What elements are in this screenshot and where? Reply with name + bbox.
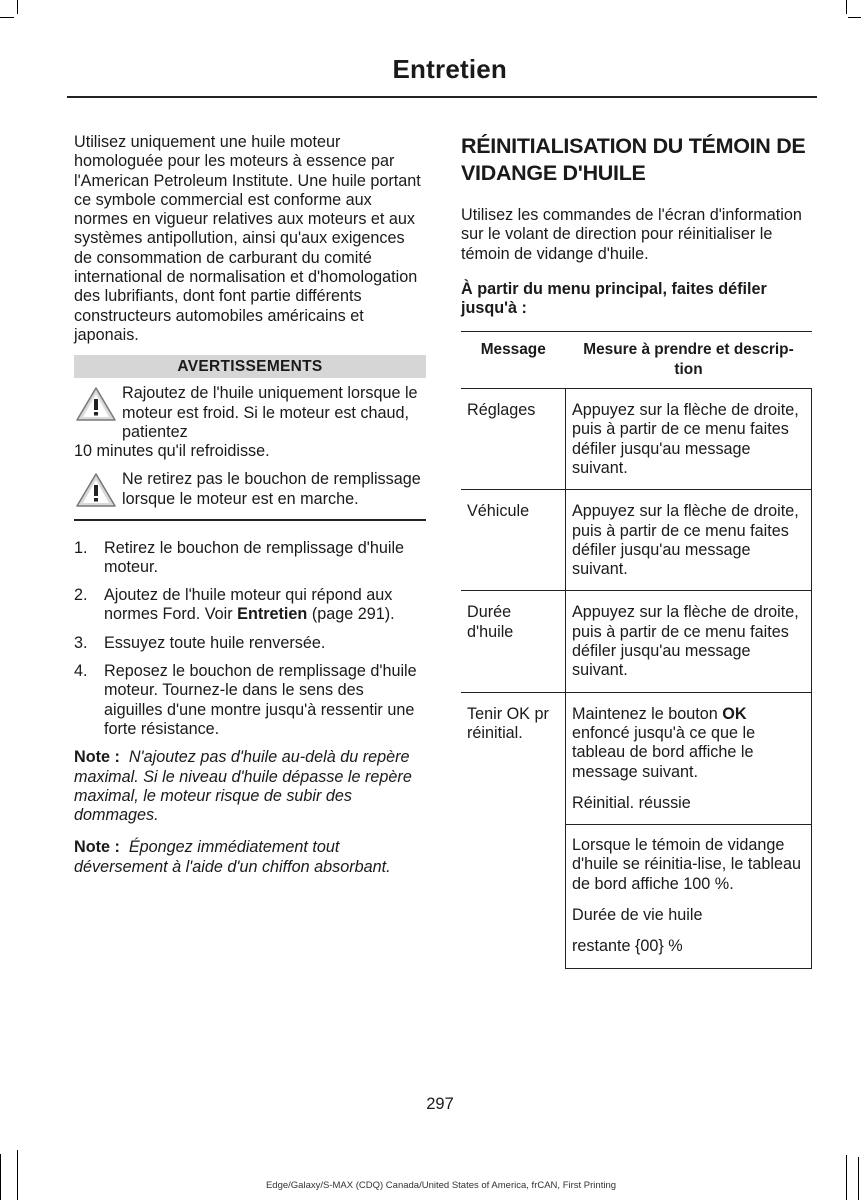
step-text: Reposez le bouchon de remplissage d'huile moteur. Tournez-le dans le sens des aiguilles d'une montre jusqu'à ressentir une forte résistance. xyxy=(104,662,417,738)
list-item xyxy=(74,539,426,578)
step-number: 1. xyxy=(74,538,88,557)
warning-text-continued: 10 minutes qu'il refroidisse. xyxy=(74,442,270,461)
table-cell-action: Appuyez sur la flèche de droite, puis à partir de ce menu faites défiler jusqu'au message suivant. xyxy=(566,389,812,490)
crop-mark xyxy=(17,0,18,14)
table-cell-message: Durée d'huile xyxy=(461,591,566,692)
section-subhead: À partir du menu principal, faites défiler jusqu'à : xyxy=(461,279,767,318)
warning-triangle-icon xyxy=(74,385,118,423)
table-cell-action xyxy=(566,692,812,968)
note-text: N'ajoutez pas d'huile au-delà du repère maximal. Si le niveau d'huile dépasse le repère maximal, le moteur risque de subir des dommages. xyxy=(74,748,412,825)
note xyxy=(74,748,426,825)
warning-text: Rajoutez de l'huile uniquement lorsque le moteur est froid. Si le moteur est chaud, patientez xyxy=(122,384,418,441)
left-column xyxy=(74,133,426,877)
table-cell-action: Appuyez sur la flèche de droite, puis à partir de ce menu faites défiler jusqu'au message suivant. xyxy=(566,591,812,692)
step-number: 4. xyxy=(74,662,88,681)
table-cell-message: Réglages xyxy=(461,389,566,490)
warning-item xyxy=(74,470,426,509)
section-title: RÉINITIALISATION DU TÉMOIN DE VIDANGE D'HUILE xyxy=(461,134,806,185)
ok-button-label: OK xyxy=(722,704,747,723)
table-cell-message: Tenir OK pr réinitial. xyxy=(461,692,566,968)
table-row xyxy=(461,692,812,968)
cross-reference-link[interactable]: Entretien xyxy=(237,605,308,624)
warning-triangle-icon xyxy=(74,471,118,509)
step-number: 2. xyxy=(74,586,88,605)
step-text: Ajoutez de l'huile moteur qui répond aux normes Ford. Voir xyxy=(104,586,393,624)
list-item xyxy=(74,662,426,739)
action-text-part: enfoncé jusqu'à ce que le tableau de bord affiche le message suivant. xyxy=(572,723,756,781)
action-text xyxy=(572,705,805,782)
reset-info-text: Lorsque le témoin de vidange d'huile se réinitia-lise, le tableau de bord affiche 100 %. xyxy=(566,824,811,894)
table-row xyxy=(461,389,812,490)
table-row xyxy=(461,591,812,692)
note-text: Épongez immédiatement tout déversement à l'aide d'un chiffon absorbant. xyxy=(74,838,391,876)
list-item xyxy=(74,586,426,625)
crop-mark xyxy=(17,1150,18,1200)
list-item xyxy=(74,634,426,653)
footer-text: Edge/Galaxy/S-MAX (CDQ) Canada/United States of America, frCAN, First Printing xyxy=(265,1180,617,1191)
table-header: Message xyxy=(461,332,566,389)
intro-paragraph: Utilisez uniquement une huile moteur homologuée pour les moteurs à essence par l'American Petroleum Institute. Une huile portant ce symbole commercial est conforme aux normes en vigueur relatives aux moteurs et aux systèmes antipollution, ainsi qu'aux exigences de consommation de carburant du comité international de normalisation et d'homologation des lubrifiants, dont font partie différents constructeurs automobiles américains et japonais. xyxy=(74,133,421,344)
page-title: Entretien xyxy=(392,54,507,84)
note-label: Note : xyxy=(74,748,120,767)
warnings-heading: AVERTISSEMENTS xyxy=(74,355,426,378)
step-text: Retirez le bouchon de remplissage d'huile moteur. xyxy=(104,538,405,576)
table-row xyxy=(461,490,812,591)
oil-life-label: Durée de vie huile xyxy=(572,906,703,925)
warning-text: Ne retirez pas le bouchon de remplissage lorsque le moteur est en marche. xyxy=(122,470,421,508)
crop-mark xyxy=(846,1155,847,1200)
note xyxy=(74,838,426,877)
table-header: Mesure à prendre et descrip-tion xyxy=(566,332,812,389)
steps-list xyxy=(74,539,426,740)
crop-mark xyxy=(0,1154,1,1200)
note-label: Note : xyxy=(74,838,120,857)
step-number: 3. xyxy=(74,633,88,652)
crop-mark xyxy=(848,17,861,18)
page-number: 297 xyxy=(426,1095,454,1113)
warning-item xyxy=(74,384,426,461)
reset-success-message: Réinitial. réussie xyxy=(572,793,691,812)
section-intro: Utilisez les commandes de l'écran d'information sur le volant de direction pour réinitialiser le témoin de vidange d'huile. xyxy=(461,206,802,263)
message-table xyxy=(461,331,812,968)
header-rule xyxy=(67,96,817,98)
right-column xyxy=(461,133,813,969)
step-text: (page 291). xyxy=(307,605,395,624)
warnings-rule xyxy=(74,519,426,521)
crop-mark xyxy=(858,1157,859,1200)
table-cell-message: Véhicule xyxy=(461,490,566,591)
oil-life-value: restante {00} % xyxy=(572,937,683,956)
step-text: Essuyez toute huile renversée. xyxy=(104,633,326,652)
crop-mark xyxy=(846,0,847,14)
action-text-part: Maintenez le bouton xyxy=(572,704,723,723)
table-cell-action: Appuyez sur la flèche de droite, puis à partir de ce menu faites défiler jusqu'au message suivant. xyxy=(566,490,812,591)
crop-mark xyxy=(0,17,14,18)
table-header-row xyxy=(461,332,812,389)
